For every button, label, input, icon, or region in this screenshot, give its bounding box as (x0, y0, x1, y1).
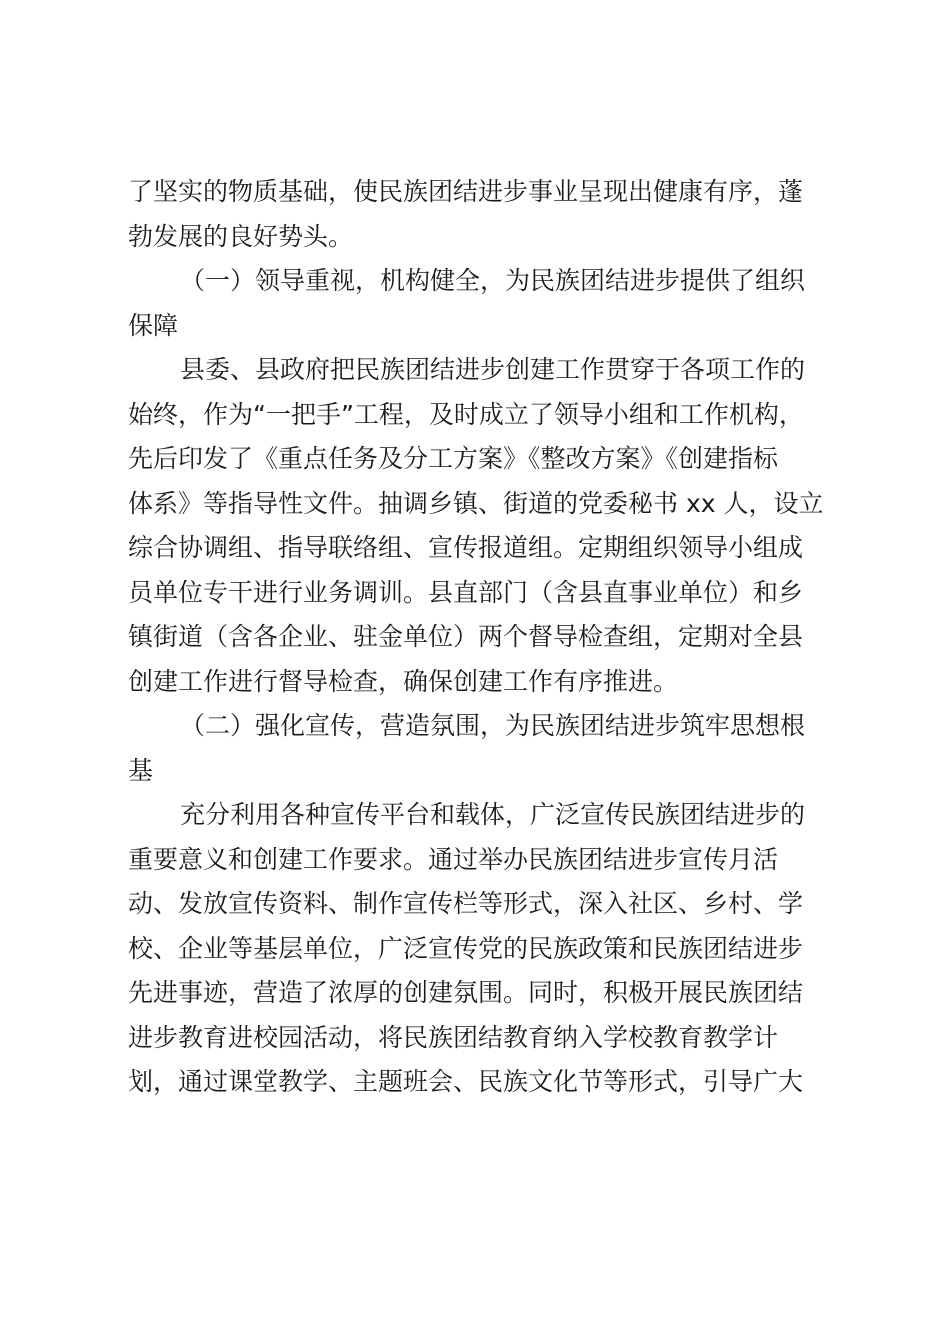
text-line: 进步教育进校园活动，将民族团结教育纳入学校教育教学计 (128, 1022, 779, 1052)
text-line: 校、企业等基层单位，广泛宣传党的民族政策和民族团结进步 (128, 933, 804, 963)
text-line: 员单位专干进行业务调训。县直部门（含县直事业单位）和乡 (128, 577, 804, 607)
text-line: 先进事迹，营造了浓厚的创建氛围。同时，积极开展民族团结 (128, 978, 804, 1007)
text-line: 勃发展的良好势头。 (128, 221, 354, 251)
text-line: 镇街道（含各企业、驻金单位）两个督导检查组，定期对全县 (128, 622, 804, 651)
paragraph-start-line: 充分利用各种宣传平台和载体，广泛宣传民族团结进步的 (180, 800, 806, 829)
paragraph-start-line: （一）领导重视，机构健全，为民族团结进步提供了组织 (180, 266, 806, 295)
text-line: 重要意义和创建工作要求。通过举办民族团结进步宣传月活 (128, 844, 779, 874)
document-body (128, 170, 828, 1105)
text-line: 体系》等指导性文件。抽调乡镇、街道的党委秘书 xx 人，设立 (128, 488, 824, 518)
text-line: 始终，作为“一把手”工程，及时成立了领导小组和工作机构， (128, 399, 804, 429)
text-line: 划，通过课堂教学、主题班会、民族文化节等形式，引导广大 (128, 1067, 804, 1096)
text-line: 创建工作进行督导检查，确保创建工作有序推进。 (128, 666, 679, 696)
text-line: 动、发放宣传资料、制作宣传栏等形式，深入社区、乡村、学 (128, 889, 804, 918)
text-line: 保障 (128, 310, 179, 340)
paragraph-start-line: （二）强化宣传，营造氛围，为民族团结进步筑牢思想根 (180, 711, 806, 740)
text-line: 基 (128, 755, 154, 785)
text-line: 先后印发了《重点任务及分工方案》《整改方案》《创建指标 (128, 444, 779, 473)
text-line: 了坚实的物质基础，使民族团结进步事业呈现出健康有序，蓬 (128, 177, 804, 206)
paragraph-start-line: 县委、县政府把民族团结进步创建工作贯穿于各项工作的 (180, 355, 806, 384)
text-line: 综合协调组、指导联络组、宣传报道组。定期组织领导小组成 (128, 533, 804, 562)
